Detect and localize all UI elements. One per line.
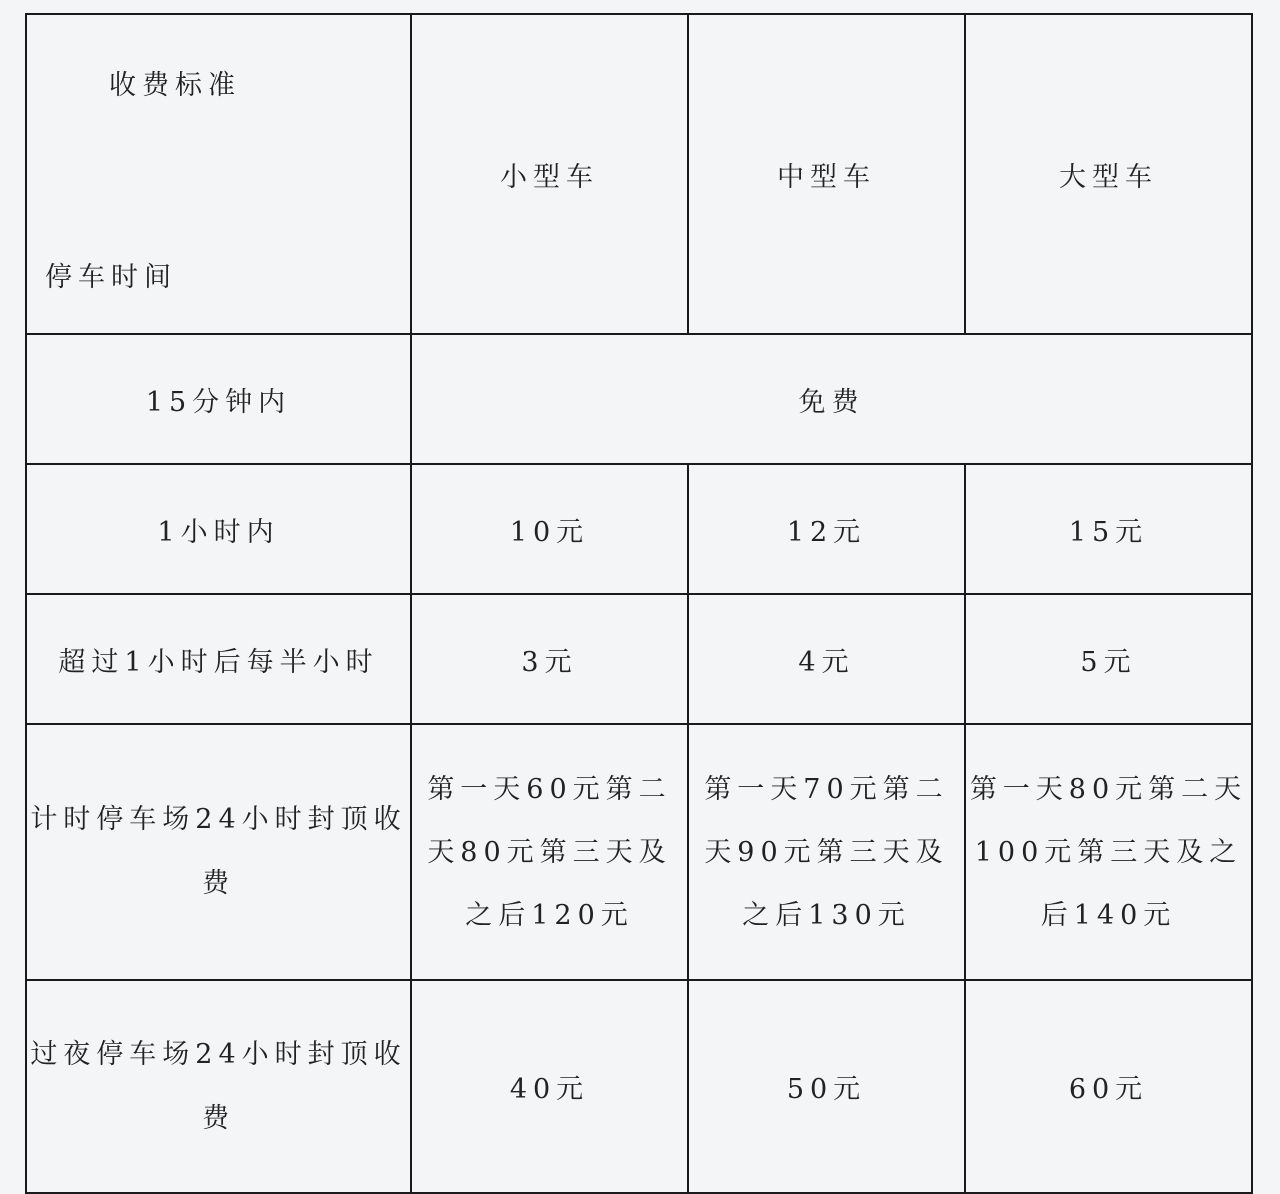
medium-half-hour-fee: 4元 [688,594,965,724]
table-row [26,464,1252,594]
fee-standard-label: 收费标准 [109,70,241,101]
row-label-free-period: 15分钟内 [26,334,411,464]
small-timed-cap-fee: 第一天60元第二天80元第三天及之后120元 [411,724,688,980]
large-vehicle-header: 大型车 [965,14,1252,334]
large-first-hour-fee: 15元 [965,464,1252,594]
table-row [26,980,1252,1193]
parking-time-label: 停车时间 [45,262,177,293]
small-overnight-cap-fee: 40元 [411,980,688,1193]
small-half-hour-fee: 3元 [411,594,688,724]
row-label-overnight-cap-line1: 过夜停车场24小时封顶收 [30,1038,407,1070]
row-label-per-half-hour: 超过1小时后每半小时 [26,594,411,724]
large-overnight-cap-fee: 60元 [965,980,1252,1193]
row-label-first-hour: 1小时内 [26,464,411,594]
corner-header-cell [26,14,411,334]
medium-first-hour-fee: 12元 [688,464,965,594]
row-label-timed-cap-line2: 费 [202,868,235,899]
medium-timed-cap-fee: 第一天70元第二天90元第三天及之后130元 [688,724,965,980]
medium-vehicle-header: 中型车 [688,14,965,334]
row-label-overnight-cap-line2: 费 [202,1102,235,1134]
row-label-timed-cap [26,724,411,980]
small-first-hour-fee: 10元 [411,464,688,594]
small-vehicle-header: 小型车 [411,14,688,334]
medium-overnight-cap-fee: 50元 [688,980,965,1193]
row-label-timed-cap-line1: 计时停车场24小时封顶收 [30,804,407,835]
table-row [26,724,1252,980]
header-row [26,14,1252,334]
large-timed-cap-fee: 第一天80元第二天100元第三天及之后140元 [965,724,1252,980]
large-half-hour-fee: 5元 [965,594,1252,724]
table-row [26,334,1252,464]
parking-fee-table [25,13,1253,1194]
row-label-overnight-cap [26,980,411,1193]
free-value-cell: 免费 [411,334,1252,464]
table-row [26,594,1252,724]
